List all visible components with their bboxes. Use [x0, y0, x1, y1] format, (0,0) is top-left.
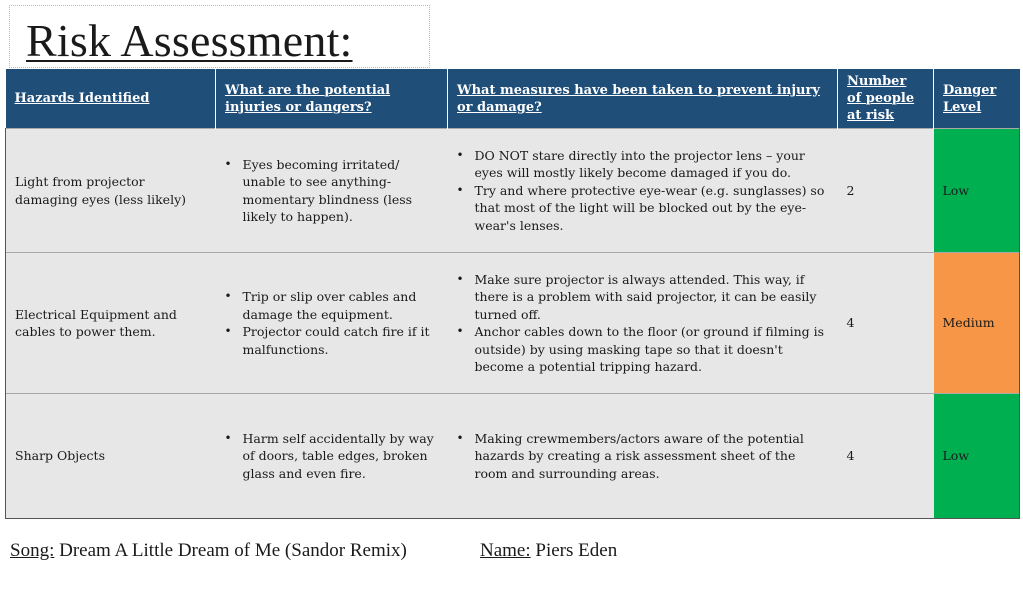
name-label: Name: [480, 540, 531, 561]
name-value: Piers Eden [530, 540, 618, 561]
table-row [6, 394, 1020, 519]
danger-level-cell: Medium [934, 253, 1020, 394]
page-title: Risk Assessment: [26, 15, 353, 66]
list-item: • Eyes becoming irritated/ unable to see anything-momentary blindness (less likely to happen). [243, 156, 439, 226]
injuries-list [225, 430, 439, 483]
author-name [480, 538, 617, 564]
measures-list [457, 271, 829, 376]
measures-cell [448, 253, 838, 394]
list-item: • Projector could catch fire if it malfunctions. [243, 323, 439, 358]
header-people-at-risk: Number of people at risk [838, 69, 934, 129]
people-at-risk-cell: 2 [838, 129, 934, 253]
list-item: • Try and where protective eye-wear (e.g. sunglasses) so that most of the light will be blocked out by the eye-wear's lenses. [475, 182, 829, 235]
injuries-list [225, 288, 439, 358]
people-at-risk-cell: 4 [838, 253, 934, 394]
hazard-cell: Sharp Objects [6, 394, 216, 519]
list-item: • Trip or slip over cables and damage the equipment. [243, 288, 439, 323]
list-item: • Make sure projector is always attended. This way, if there is a problem with said projector, it can be easily turned off. [475, 271, 829, 324]
measures-cell [448, 394, 838, 519]
table-row [6, 253, 1020, 394]
header-hazards: Hazards Identified [6, 69, 216, 129]
list-item: • Anchor cables down to the floor (or ground if filming is outside) by using masking tape so that it doesn't become a potential tripping hazard. [475, 323, 829, 376]
injuries-cell [216, 129, 448, 253]
measures-list [457, 430, 829, 483]
risk-assessment-table [5, 69, 1020, 519]
song-credit [10, 538, 450, 564]
measures-list [457, 147, 829, 235]
table-header-row [6, 69, 1020, 129]
header-measures: What measures have been taken to prevent injury or damage? [448, 69, 838, 129]
song-label: Song: [10, 540, 55, 561]
list-item: • Harm self accidentally by way of doors, table edges, broken glass and even fire. [243, 430, 439, 483]
injuries-cell [216, 253, 448, 394]
title-frame [9, 5, 430, 68]
header-danger-level: Danger Level [934, 69, 1020, 129]
danger-level-cell: Low [934, 129, 1020, 253]
header-injuries: What are the potential injuries or dangers? [216, 69, 448, 129]
measures-cell [448, 129, 838, 253]
table-row [6, 129, 1020, 253]
danger-level-cell: Low [934, 394, 1020, 519]
list-item: • DO NOT stare directly into the projector lens – your eyes will mostly likely become damaged if you do. [475, 147, 829, 182]
song-value: Dream A Little Dream of Me (Sandor Remix) [54, 540, 407, 561]
injuries-list [225, 156, 439, 226]
people-at-risk-cell: 4 [838, 394, 934, 519]
hazard-cell: Electrical Equipment and cables to power them. [6, 253, 216, 394]
list-item: • Making crewmembers/actors aware of the potential hazards by creating a risk assessment sheet of the room and surrounding areas. [475, 430, 829, 483]
injuries-cell [216, 394, 448, 519]
hazard-cell: Light from projector damaging eyes (less likely) [6, 129, 216, 253]
